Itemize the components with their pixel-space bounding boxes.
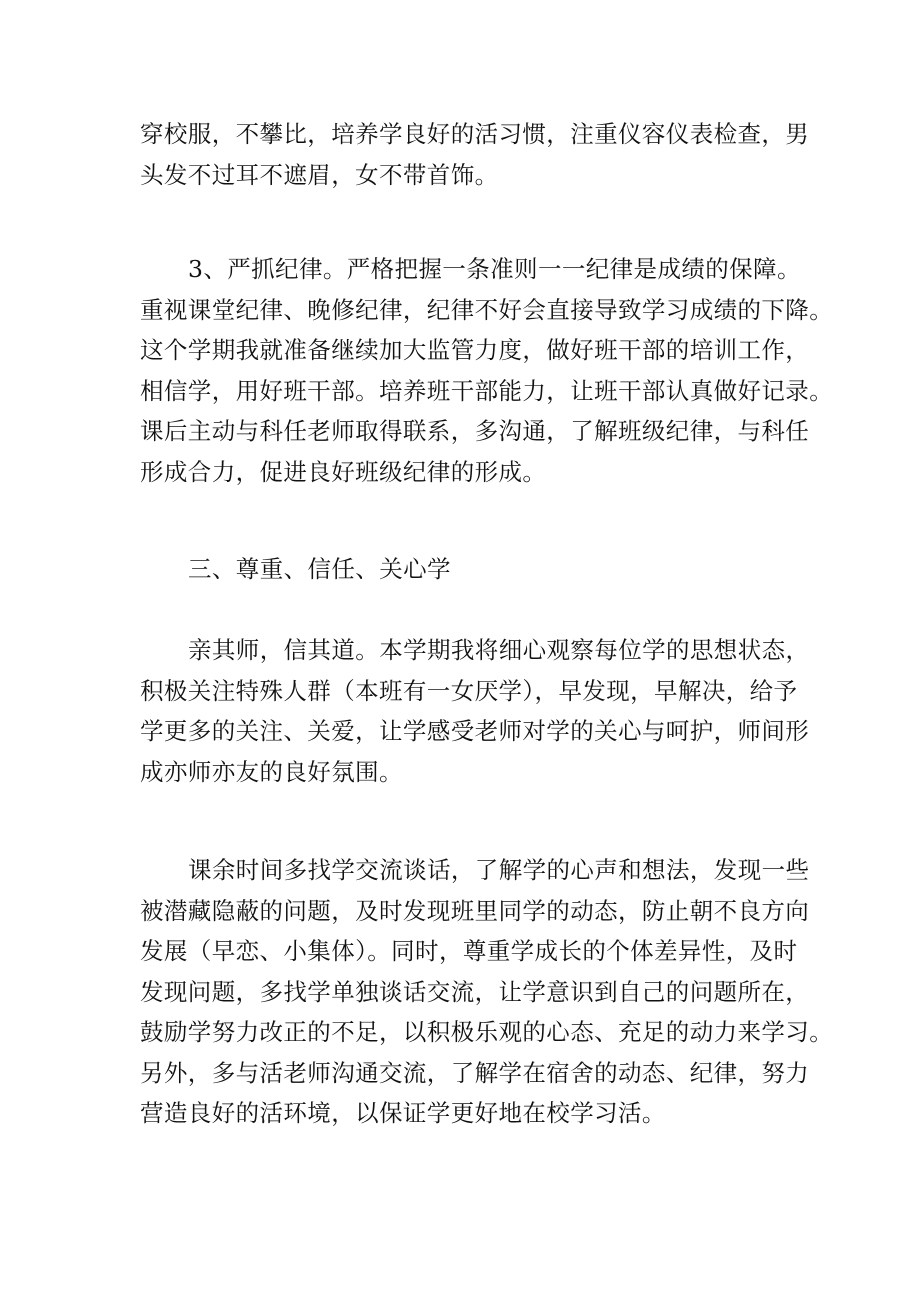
paragraph-line: 发展（早恋、小集体）。同时，尊重学成长的个体差异性，及时 bbox=[140, 937, 798, 965]
paragraph-line: 穿校服，不攀比，培养学良好的活习惯，注重仪容仪表检查，男 bbox=[140, 120, 810, 148]
paragraph-line: 相信学，用好班干部。培养班干部能力，让班干部认真做好记录。 bbox=[140, 376, 834, 405]
paragraph-uniform-appearance bbox=[140, 114, 810, 195]
paragraph-line: 发现问题，多找学单独谈话交流，让学意识到自己的问题所在， bbox=[140, 977, 810, 1006]
section-heading-text: 三、尊重、信任、关心学 bbox=[188, 555, 451, 583]
paragraph-discipline bbox=[140, 249, 834, 492]
section-heading-respect-trust-care bbox=[140, 549, 800, 590]
paragraph-observe-students bbox=[140, 630, 810, 792]
paragraph-line: 亲其师，信其道。本学期我将细心观察每位学的思想状态， bbox=[188, 636, 810, 664]
paragraph-line: 营造良好的活环境，以保证学更好地在校学习活。 bbox=[140, 1099, 666, 1127]
paragraph-line: 头发不过耳不遮眉，女不带首饰。 bbox=[140, 160, 499, 189]
paragraph-line: 3、严抓纪律。严格把握一条准则一一纪律是成绩的保障。 bbox=[188, 255, 801, 283]
paragraph-line: 形成合力，促进良好班级纪律的形成。 bbox=[140, 457, 547, 486]
paragraph-line: 鼓励学努力改正的不足，以积极乐观的心态、充足的动力来学习。 bbox=[140, 1018, 834, 1046]
paragraph-line: 另外，多与活老师沟通交流，了解学在宿舍的动态、纪律，努力 bbox=[140, 1058, 810, 1087]
paragraph-line: 成亦师亦友的良好氛围。 bbox=[140, 757, 403, 786]
paragraph-line: 课后主动与科任老师取得联系，多沟通，了解班级纪律，与科任 bbox=[140, 417, 810, 445]
paragraph-line: 学更多的关注、关爱，让学感受老师对学的关心与呵护，师间形 bbox=[140, 717, 810, 745]
paragraph-line: 课余时间多找学交流谈话，了解学的心声和想法，发现一些 bbox=[188, 856, 810, 884]
paragraph-line: 重视课堂纪律、晚修纪律，纪律不好会直接导致学习成绩的下降。 bbox=[140, 295, 834, 324]
paragraph-line: 这个学期我就准备继续加大监管力度，做好班干部的培训工作， bbox=[140, 336, 810, 364]
paragraph-line: 被潜藏隐蔽的问题，及时发现班里同学的动态，防止朝不良方向 bbox=[140, 896, 810, 925]
paragraph-communication bbox=[140, 850, 834, 1134]
paragraph-line: 积极关注特殊人群（本班有一女厌学），早发现，早解决，给予 bbox=[140, 676, 798, 705]
